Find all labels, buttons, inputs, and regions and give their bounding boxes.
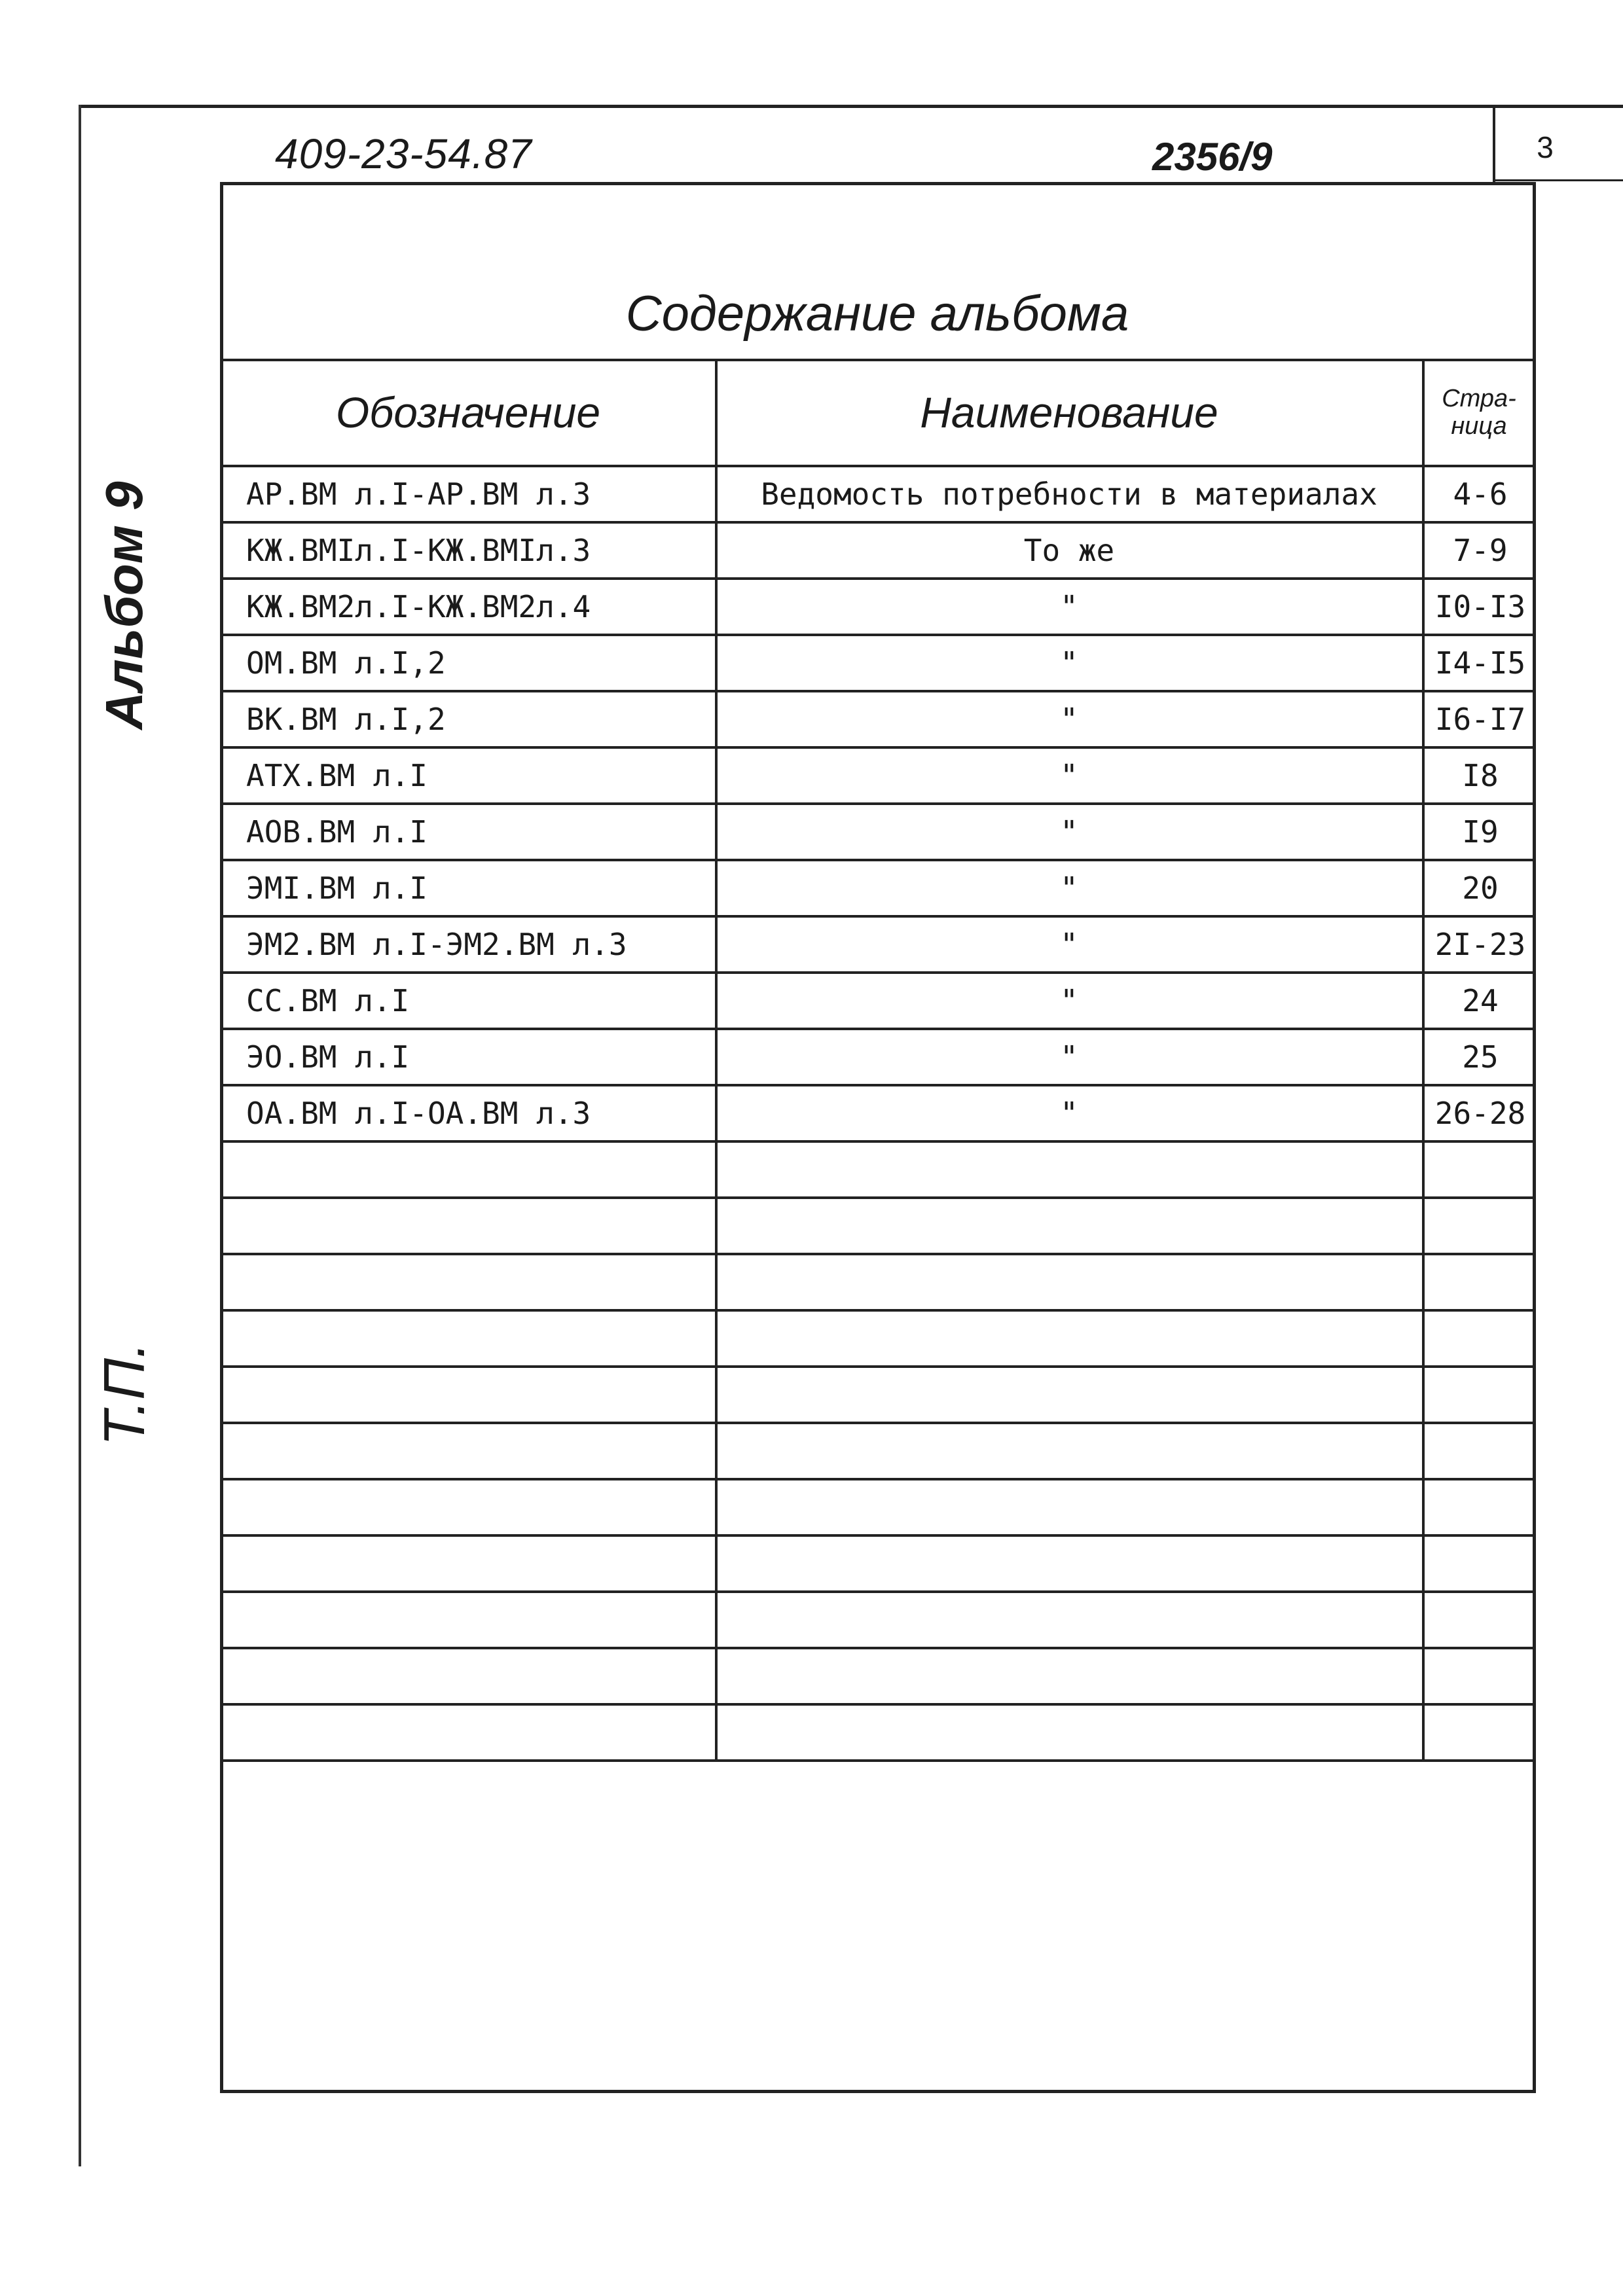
- table-row: [223, 918, 1536, 971]
- row-page: 2I-23: [1434, 927, 1526, 962]
- row-line: [220, 1647, 1536, 1649]
- row-line: [220, 1422, 1536, 1424]
- row-page: I8: [1462, 758, 1499, 793]
- row-designation: АТХ.ВМ л.I: [246, 758, 428, 793]
- table-row: [223, 861, 1536, 915]
- page-number: 3: [1537, 130, 1554, 164]
- registration-number: 2356/9: [1152, 135, 1273, 179]
- table-row: [223, 1086, 1536, 1140]
- row-designation: ЭО.ВМ л.I: [246, 1039, 410, 1075]
- row-name: Ведомость потребности в материалах: [761, 476, 1377, 512]
- row-page: 20: [1462, 870, 1499, 906]
- row-page: 24: [1462, 983, 1499, 1018]
- column-header-page: [1425, 360, 1533, 465]
- side-series-label: Т.П.: [92, 1342, 156, 1446]
- row-name: ": [1060, 1096, 1078, 1131]
- table-row: [223, 524, 1536, 577]
- row-line: [220, 1253, 1536, 1255]
- sheet-left-rule: [79, 105, 81, 2166]
- column-header-designation: Обозначение: [335, 388, 601, 437]
- row-name: ": [1060, 645, 1078, 681]
- row-designation: АОВ.ВМ л.I: [246, 814, 428, 850]
- row-designation: АР.ВМ л.I-АР.ВМ л.3: [246, 476, 591, 512]
- row-page: I6-I7: [1434, 702, 1526, 737]
- row-line: [220, 1196, 1536, 1199]
- row-line: [220, 1365, 1536, 1368]
- table-row: [223, 805, 1536, 859]
- row-line: [220, 1309, 1536, 1312]
- row-page: I9: [1462, 814, 1499, 850]
- page-number-divider: [1493, 105, 1495, 182]
- row-line: [220, 1703, 1536, 1706]
- row-name: ": [1060, 814, 1078, 850]
- row-name: ": [1060, 927, 1078, 962]
- row-page: I4-I5: [1434, 645, 1526, 681]
- column-header-page-line1: Стра-: [1442, 385, 1516, 412]
- row-designation: ВК.ВМ л.I,2: [246, 702, 446, 737]
- page-title: Содержание альбома: [625, 286, 1129, 342]
- row-name: ": [1060, 589, 1078, 624]
- table-row: [223, 580, 1536, 634]
- row-line: [220, 1478, 1536, 1480]
- sheet-top-rule: [79, 105, 1623, 108]
- row-line: [220, 1590, 1536, 1593]
- document-code: 409-23-54.87: [275, 130, 532, 177]
- side-album-label: Альбом 9: [95, 481, 153, 730]
- row-name: ": [1060, 758, 1078, 793]
- row-designation: ОМ.ВМ л.I,2: [246, 645, 446, 681]
- row-page: 26-28: [1434, 1096, 1526, 1131]
- row-designation: ОА.ВМ л.I-ОА.ВМ л.3: [246, 1096, 591, 1131]
- table-row: [223, 974, 1536, 1028]
- row-page: I0-I3: [1434, 589, 1526, 624]
- column-header-name: Наименование: [920, 388, 1218, 437]
- row-designation: КЖ.ВМ2л.I-КЖ.ВМ2л.4: [246, 589, 591, 624]
- row-page: 7-9: [1453, 533, 1508, 568]
- row-name: ": [1060, 1039, 1078, 1075]
- table-row: [223, 636, 1536, 690]
- table-row: [223, 467, 1536, 521]
- table-bottom-line: [220, 1759, 1536, 1762]
- page-number-underline: [1493, 179, 1623, 181]
- row-line: [220, 1534, 1536, 1537]
- row-designation: СС.ВМ л.I: [246, 983, 410, 1018]
- row-page: 4-6: [1453, 476, 1508, 512]
- row-designation: КЖ.ВМIл.I-КЖ.ВМIл.3: [246, 533, 591, 568]
- row-line: [220, 1140, 1536, 1143]
- table-row: [223, 692, 1536, 746]
- row-name: То же: [1023, 533, 1115, 568]
- row-name: ": [1060, 702, 1078, 737]
- column-header-page-line2: ница: [1451, 412, 1507, 440]
- table-row: [223, 1030, 1536, 1084]
- row-name: ": [1060, 983, 1078, 1018]
- row-name: ": [1060, 870, 1078, 906]
- row-page: 25: [1462, 1039, 1499, 1075]
- row-designation: ЭМ2.ВМ л.I-ЭМ2.ВМ л.3: [246, 927, 627, 962]
- row-designation: ЭМI.ВМ л.I: [246, 870, 428, 906]
- table-row: [223, 749, 1536, 802]
